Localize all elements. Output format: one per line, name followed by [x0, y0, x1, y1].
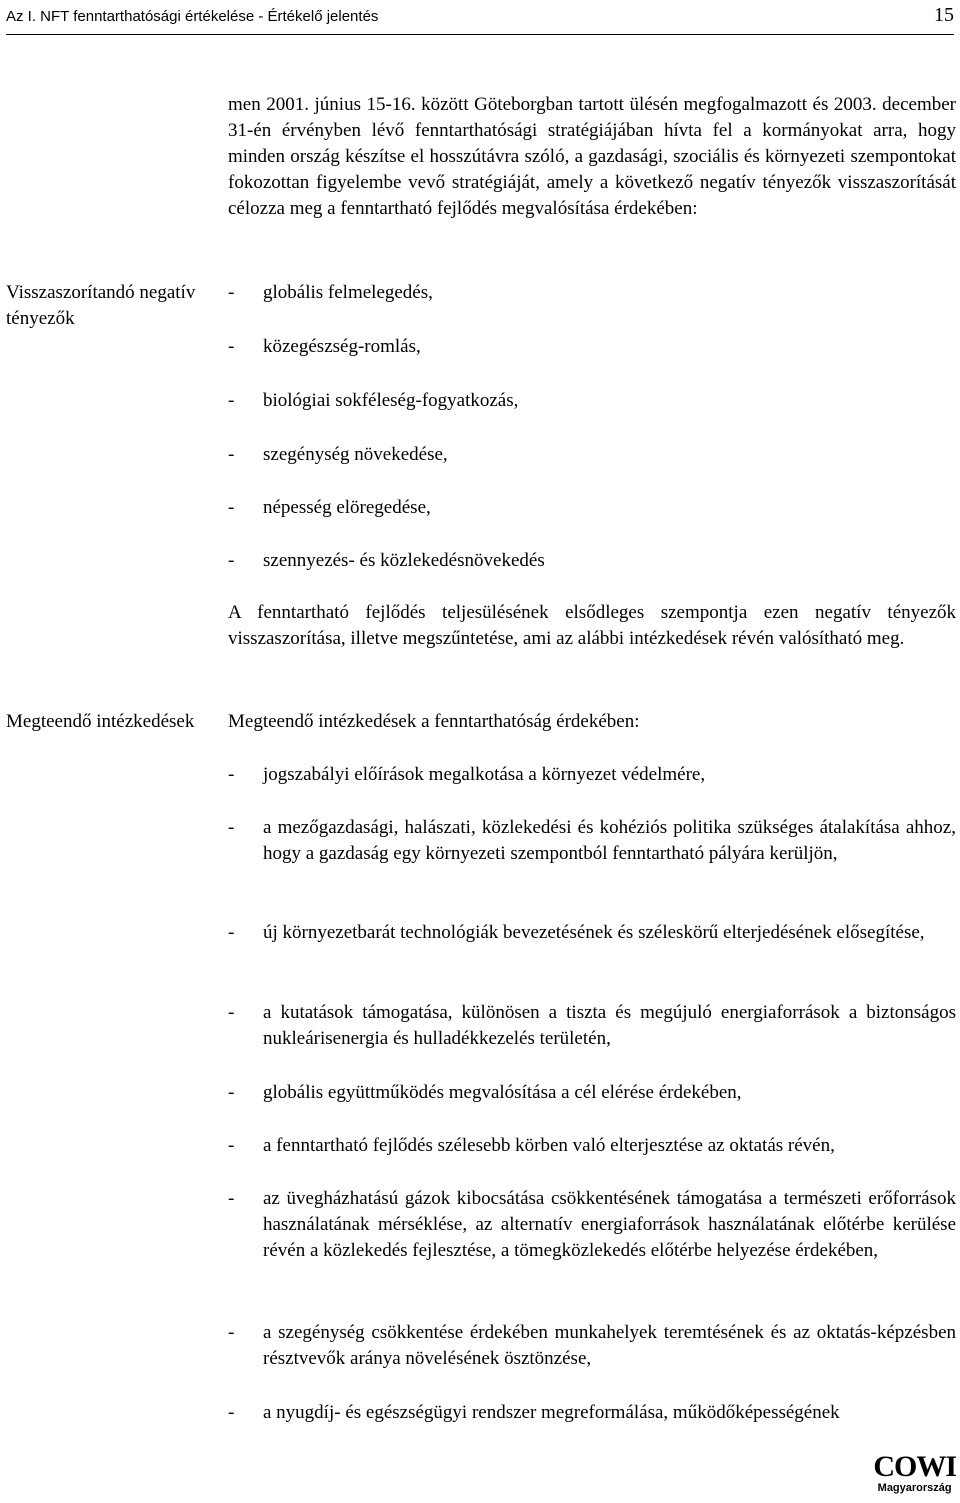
list-item: [228, 1186, 956, 1264]
header-rule: [6, 34, 954, 35]
list-dash: -: [228, 282, 235, 303]
list-item: [228, 442, 956, 468]
page-header: [6, 4, 954, 34]
list-dash: -: [228, 764, 235, 785]
list-dash: -: [228, 1322, 235, 1343]
list-item: [228, 280, 956, 306]
intro-paragraph: men 2001. június 15-16. között Göteborgban tartott ülésén megfogalmazott és 2003. december 31-én érvényben lévő fenntarthatósági stratégiájában hívta fel a kormányokat arra, hogy minden ország készítse el hosszútávra szóló, a gazdasági, szociális és környezeti szempontokat fokozottan figyelembe vevő stratégiáját, amely a következő negatív tényezők visszaszorítását célozza meg a fenntartható fejlődés megvalósítása érdekében:: [228, 94, 956, 219]
list-dash: -: [228, 1002, 235, 1023]
measure-item: a kutatások támogatása, különösen a tiszta és megújuló energiaforrások a biztonságos nukleárisenergia és hulladékkezelés területén,: [263, 1002, 956, 1049]
side-label-measures: Megteendő intézkedések: [6, 711, 195, 732]
measure-item: jogszabályi előírások megalkotása a környezet védelmére,: [263, 764, 706, 785]
page-number: 15: [934, 4, 954, 26]
list-item: [228, 1133, 956, 1159]
negative-factor: globális felmelegedés,: [263, 282, 433, 303]
list-dash: -: [228, 390, 235, 411]
negative-factor: biológiai sokféleség-fogyatkozás,: [263, 390, 519, 411]
list-dash: -: [228, 550, 235, 571]
list-item: [228, 334, 956, 360]
measure-item: új környezetbarát technológiák bevezetésének és széleskörű elterjedésének elősegítése,: [263, 922, 925, 943]
summary-paragraph: A fenntartható fejlődés teljesülésének elsődleges szempontja ezen negatív tényezők visszaszorítása, illetve megszűntetése, ami az alábbi intézkedések révén valósítható meg.: [228, 602, 956, 649]
list-item: [228, 920, 956, 946]
negative-factor: szegénység növekedése,: [263, 444, 448, 465]
list-item: [228, 1000, 956, 1052]
measure-item: a szegénység csökkentése érdekében munkahelyek teremtésének és az oktatás-képzésben résztvevők aránya növelésének ösztönzése,: [263, 1322, 956, 1369]
side-label-negative-factors: Visszaszorítandó negatív tényezők: [6, 282, 196, 329]
list-dash: -: [228, 1188, 235, 1209]
negative-factor: közegészség-romlás,: [263, 336, 421, 357]
list-dash: -: [228, 497, 235, 518]
list-item: [228, 495, 956, 521]
list-dash: -: [228, 1402, 235, 1423]
measure-item: a mezőgazdasági, halászati, közlekedési és kohéziós politika szükséges átalakítása ahhoz, hogy a gazdaság egy környezeti szempontból fenntartható pályára kerüljön,: [263, 817, 956, 864]
list-item: [228, 1400, 956, 1426]
list-dash: -: [228, 817, 235, 838]
list-dash: -: [228, 336, 235, 357]
measure-item: globális együttműködés megvalósítása a cél elérése érdekében,: [263, 1082, 742, 1103]
list-dash: -: [228, 1082, 235, 1103]
list-dash: -: [228, 922, 235, 943]
cowi-logo: [873, 1452, 956, 1494]
list-dash: -: [228, 444, 235, 465]
list-item: [228, 388, 956, 414]
logo-wordmark: COWI: [873, 1450, 956, 1483]
header-title: Az I. NFT fenntarthatósági értékelése - Értékelő jelentés: [6, 8, 379, 25]
measure-item: a nyugdíj- és egészségügyi rendszer megreformálása, működőképességének: [263, 1402, 840, 1423]
measure-item: az üvegházhatású gázok kibocsátása csökkentésének támogatása a természeti erőforrások használatának mérséklése, az alternatív energiaforrások használatának előtérbe kerülése révén a közlekedés fejlesztése, a tömegközlekedés előtérbe helyezése érdekében,: [263, 1188, 956, 1261]
negative-factor: szennyezés- és közlekedésnövekedés: [263, 550, 545, 571]
list-dash: -: [228, 1135, 235, 1156]
measure-item: a fenntartható fejlődés szélesebb körben való elterjesztése az oktatás révén,: [263, 1135, 835, 1156]
measures-heading: Megteendő intézkedések a fenntarthatóság érdekében:: [228, 711, 640, 732]
negative-factor: népesség elöregedése,: [263, 497, 431, 518]
list-item: [228, 762, 956, 788]
list-item: [228, 815, 956, 867]
logo-subtitle: Magyarország: [877, 1482, 952, 1494]
list-item: [228, 548, 956, 574]
list-item: [228, 1320, 956, 1372]
list-item: [228, 1080, 956, 1106]
